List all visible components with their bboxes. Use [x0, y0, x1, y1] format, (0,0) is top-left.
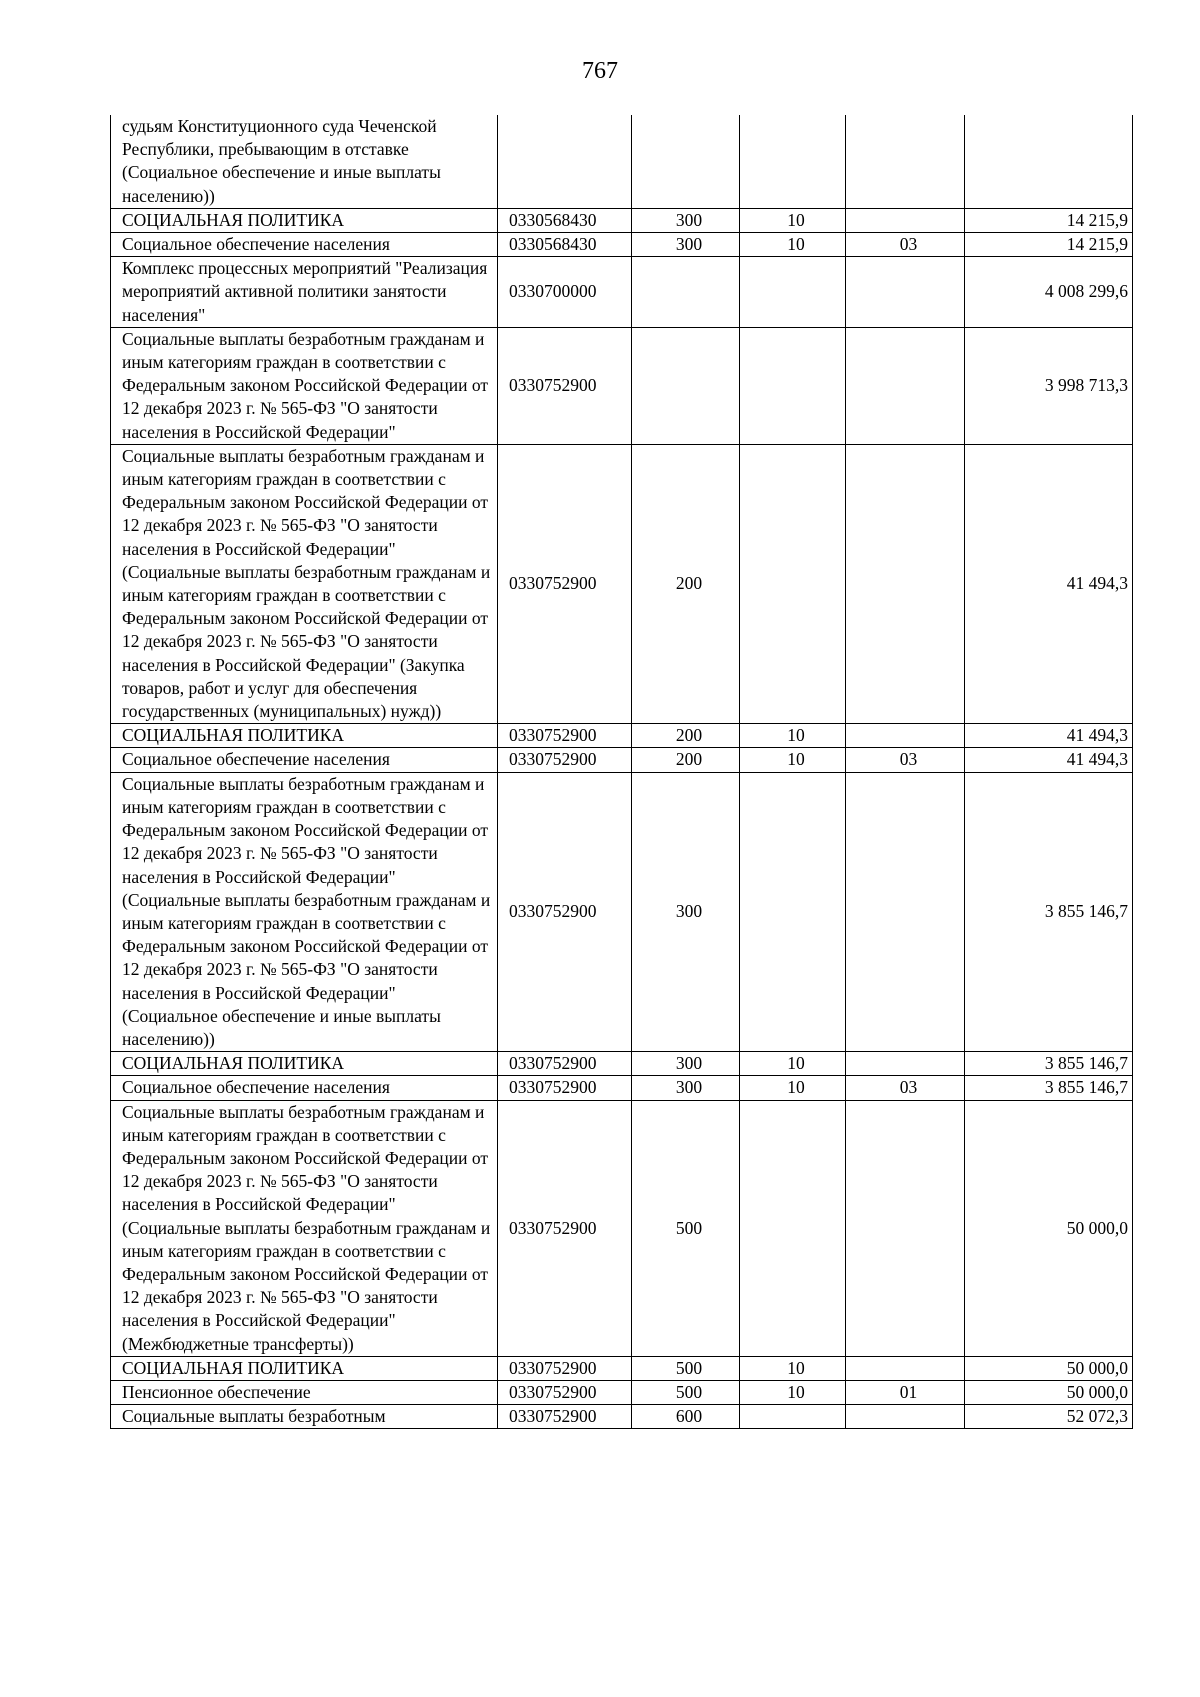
cell-name: Пенсионное обеспечение — [111, 1380, 498, 1404]
cell-name: Социальные выплаты безработным — [111, 1405, 498, 1429]
budget-table — [110, 115, 1133, 1429]
cell-code: 0330752900 — [498, 1405, 632, 1429]
cell-section — [740, 327, 846, 444]
cell-section: 10 — [740, 1356, 846, 1380]
table-row — [111, 772, 1133, 1051]
cell-subsection — [846, 772, 965, 1051]
cell-code: 0330752900 — [498, 1356, 632, 1380]
cell-section — [740, 1100, 846, 1356]
cell-type: 600 — [632, 1405, 740, 1429]
cell-name: судьям Конституционного суда Чеченской Республики, пребывающим в отставке (Социальное обеспечение и иные выплаты населению)) — [111, 115, 498, 208]
cell-name: Социальные выплаты безработным гражданам и иным категориям граждан в соответствии с Федеральным законом Российской Федерации от 12 декабря 2023 г. № 565-ФЗ "О занятости населения в Российской Федерации" — [111, 327, 498, 444]
table-row — [111, 1356, 1133, 1380]
cell-type: 300 — [632, 1076, 740, 1100]
cell-type — [632, 115, 740, 208]
cell-section — [740, 257, 846, 328]
cell-type: 500 — [632, 1380, 740, 1404]
cell-type — [632, 257, 740, 328]
cell-code: 0330752900 — [498, 1052, 632, 1076]
table-body — [111, 115, 1133, 1429]
cell-amount: 50 000,0 — [965, 1380, 1133, 1404]
table-row — [111, 724, 1133, 748]
table-row — [111, 327, 1133, 444]
cell-section: 10 — [740, 1380, 846, 1404]
cell-name: Социальные выплаты безработным гражданам и иным категориям граждан в соответствии с Федеральным законом Российской Федерации от 12 декабря 2023 г. № 565-ФЗ "О занятости населения в Российской Федерации" (Социальные выплаты безработным гражданам и иным категориям граждан в соответствии с Федеральным законом Российской Федерации от 12 декабря 2023 г. № 565-ФЗ "О занятости населения в Российской Федерации" (Закупка товаров, работ и услуг для обеспечения государственных (муниципальных) нужд)) — [111, 444, 498, 723]
cell-amount: 14 215,9 — [965, 208, 1133, 232]
cell-amount: 50 000,0 — [965, 1356, 1133, 1380]
cell-section: 10 — [740, 1052, 846, 1076]
cell-code: 0330752900 — [498, 748, 632, 772]
table-row — [111, 257, 1133, 328]
cell-amount: 3 855 146,7 — [965, 1052, 1133, 1076]
cell-name: СОЦИАЛЬНАЯ ПОЛИТИКА — [111, 724, 498, 748]
cell-subsection: 03 — [846, 748, 965, 772]
cell-type: 500 — [632, 1356, 740, 1380]
cell-code: 0330568430 — [498, 208, 632, 232]
cell-code: 0330568430 — [498, 233, 632, 257]
cell-type: 500 — [632, 1100, 740, 1356]
cell-amount: 3 855 146,7 — [965, 1076, 1133, 1100]
cell-code: 0330752900 — [498, 1100, 632, 1356]
table-row — [111, 1380, 1133, 1404]
cell-amount: 52 072,3 — [965, 1405, 1133, 1429]
table-row — [111, 444, 1133, 723]
table-row — [111, 1076, 1133, 1100]
table-row — [111, 748, 1133, 772]
cell-subsection — [846, 327, 965, 444]
cell-type: 200 — [632, 724, 740, 748]
cell-section: 10 — [740, 208, 846, 232]
cell-section: 10 — [740, 1076, 846, 1100]
cell-subsection — [846, 444, 965, 723]
cell-type: 200 — [632, 444, 740, 723]
cell-type: 300 — [632, 1052, 740, 1076]
cell-amount: 41 494,3 — [965, 724, 1133, 748]
cell-subsection — [846, 1100, 965, 1356]
cell-name: Комплекс процессных мероприятий "Реализация мероприятий активной политики занятости населения" — [111, 257, 498, 328]
cell-subsection: 01 — [846, 1380, 965, 1404]
cell-subsection: 03 — [846, 233, 965, 257]
cell-name: СОЦИАЛЬНАЯ ПОЛИТИКА — [111, 1052, 498, 1076]
cell-name: СОЦИАЛЬНАЯ ПОЛИТИКА — [111, 208, 498, 232]
cell-name: Социальное обеспечение населения — [111, 748, 498, 772]
cell-subsection: 03 — [846, 1076, 965, 1100]
cell-name: Социальное обеспечение населения — [111, 1076, 498, 1100]
cell-subsection — [846, 208, 965, 232]
cell-code: 0330700000 — [498, 257, 632, 328]
cell-section: 10 — [740, 748, 846, 772]
cell-type: 300 — [632, 208, 740, 232]
cell-code: 0330752900 — [498, 772, 632, 1051]
cell-type — [632, 327, 740, 444]
cell-code — [498, 115, 632, 208]
cell-section — [740, 772, 846, 1051]
cell-section — [740, 444, 846, 723]
cell-code: 0330752900 — [498, 327, 632, 444]
cell-amount: 41 494,3 — [965, 444, 1133, 723]
table-row — [111, 1100, 1133, 1356]
cell-section — [740, 1405, 846, 1429]
page-number: 767 — [582, 58, 618, 84]
cell-amount: 3 855 146,7 — [965, 772, 1133, 1051]
cell-name: Социальные выплаты безработным гражданам и иным категориям граждан в соответствии с Федеральным законом Российской Федерации от 12 декабря 2023 г. № 565-ФЗ "О занятости населения в Российской Федерации" (Социальные выплаты безработным гражданам и иным категориям граждан в соответствии с Федеральным законом Российской Федерации от 12 декабря 2023 г. № 565-ФЗ "О занятости населения в Российской Федерации" (Социальное обеспечение и иные выплаты населению)) — [111, 772, 498, 1051]
cell-code: 0330752900 — [498, 1380, 632, 1404]
cell-name: Социальные выплаты безработным гражданам и иным категориям граждан в соответствии с Федеральным законом Российской Федерации от 12 декабря 2023 г. № 565-ФЗ "О занятости населения в Российской Федерации" (Социальные выплаты безработным гражданам и иным категориям граждан в соответствии с Федеральным законом Российской Федерации от 12 декабря 2023 г. № 565-ФЗ "О занятости населения в Российской Федерации" (Межбюджетные трансферты)) — [111, 1100, 498, 1356]
cell-name: Социальное обеспечение населения — [111, 233, 498, 257]
cell-amount: 50 000,0 — [965, 1100, 1133, 1356]
cell-amount — [965, 115, 1133, 208]
cell-section — [740, 115, 846, 208]
cell-code: 0330752900 — [498, 444, 632, 723]
cell-section: 10 — [740, 233, 846, 257]
cell-subsection — [846, 257, 965, 328]
cell-subsection — [846, 724, 965, 748]
cell-subsection — [846, 115, 965, 208]
cell-amount: 41 494,3 — [965, 748, 1133, 772]
cell-code: 0330752900 — [498, 724, 632, 748]
cell-amount: 14 215,9 — [965, 233, 1133, 257]
cell-subsection — [846, 1405, 965, 1429]
cell-subsection — [846, 1052, 965, 1076]
cell-amount: 4 008 299,6 — [965, 257, 1133, 328]
table-row — [111, 1052, 1133, 1076]
cell-type: 300 — [632, 233, 740, 257]
cell-subsection — [846, 1356, 965, 1380]
cell-section: 10 — [740, 724, 846, 748]
cell-type: 300 — [632, 772, 740, 1051]
table-row — [111, 208, 1133, 232]
cell-name: СОЦИАЛЬНАЯ ПОЛИТИКА — [111, 1356, 498, 1380]
table-row — [111, 1405, 1133, 1429]
cell-type: 200 — [632, 748, 740, 772]
cell-code: 0330752900 — [498, 1076, 632, 1100]
table-row — [111, 233, 1133, 257]
cell-amount: 3 998 713,3 — [965, 327, 1133, 444]
table-row — [111, 115, 1133, 208]
